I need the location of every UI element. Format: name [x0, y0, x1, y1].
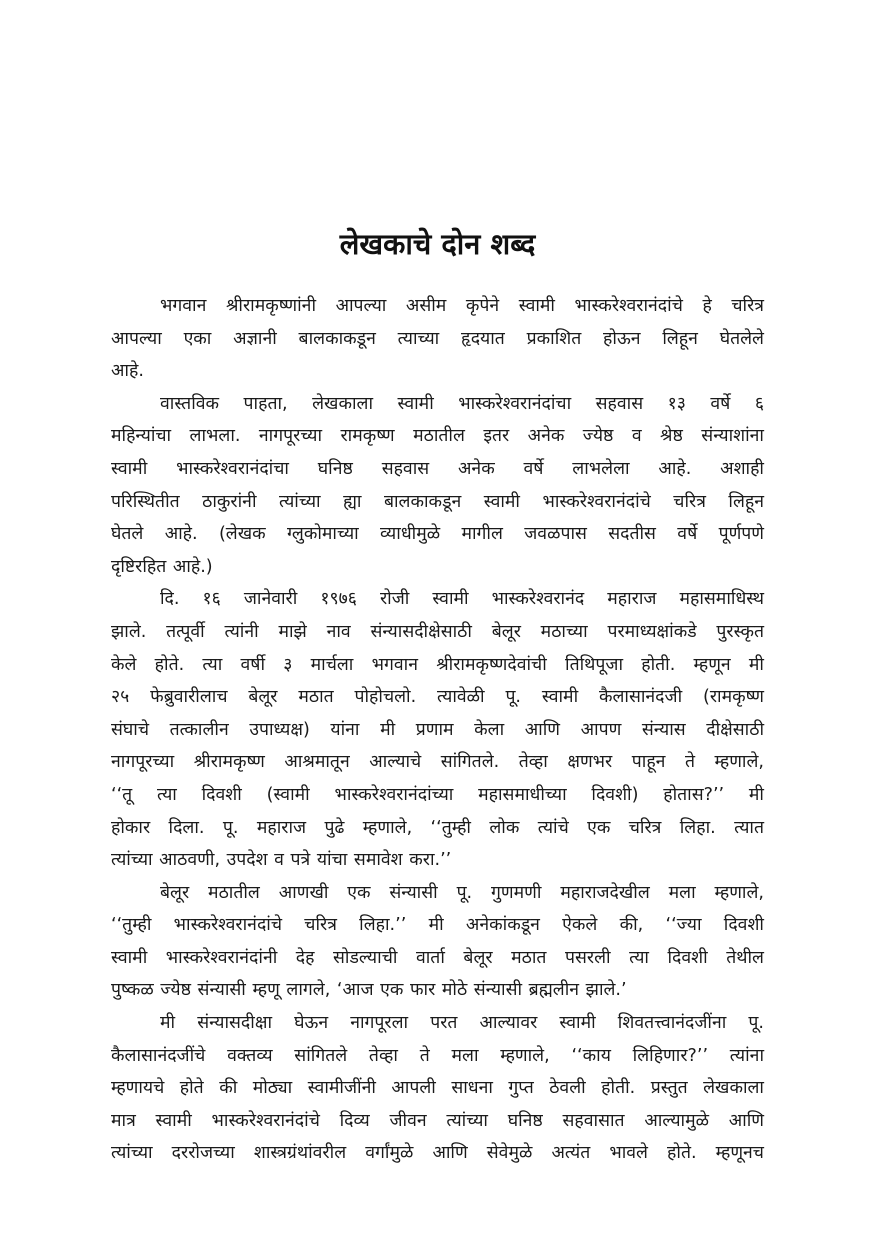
text-line: दि. १६ जानेवारी १९७६ रोजी स्वामी भास्करेश्वरानंद महाराज महासमाधिस्थ [160, 589, 764, 610]
text-line: कैलासानंदजींचे वक्तव्य सांगितले तेव्हा ते मला म्हणाले, ‘‘काय लिहिणार?’’ त्यांना [111, 1045, 764, 1066]
text-line: त्यांच्या आठवणी, उपदेश व पत्रे यांचा समावेश करा.’’ [111, 850, 452, 871]
page-content [111, 222, 764, 1170]
page-title: लेखकाचे दोन शब्द [339, 227, 536, 261]
text-line: केले होते. त्या वर्षी ३ मार्चला भगवान श्रीरामकृष्णदेवांची तिथिपूजा होती. म्हणून मी [111, 654, 764, 675]
paragraph [111, 1007, 764, 1170]
text-line: २५ फेब्रुवारीलाच बेलूर मठात पोहोचलो. त्यावेळी पू. स्वामी कैलासानंदजी (रामकृष्ण [111, 687, 764, 708]
text-line: घेतले आहे. (लेखक ग्लुकोमाच्या व्याधीमुळे मागील जवळपास सदतीस वर्षे पूर्णपणे [111, 524, 764, 545]
text-line: ‘‘तुम्ही भास्करेश्वरानंदांचे चरित्र लिहा.’’ मी अनेकांकडून ऐकले की, ‘‘ज्या दिवशी [111, 915, 764, 936]
text-line: आहे. [111, 361, 144, 382]
text-line: नागपूरच्या श्रीरामकृष्ण आश्रमातून आल्याचे सांगितले. तेव्हा क्षणभर पाहून ते म्हणाले, [111, 752, 764, 773]
text-line: वास्तविक पाहता, लेखकाला स्वामी भास्करेश्वरानंदांचा सहवास १३ वर्षे ६ [160, 393, 764, 414]
text-line: झाले. तत्पूर्वी त्यांनी माझे नाव संन्यासदीक्षेसाठी बेलूर मठाच्या परमाध्यक्षांकडे पुरस्कृत [111, 621, 764, 642]
paragraph [111, 388, 764, 584]
body-text [111, 290, 764, 1170]
text-line: बेलूर मठातील आणखी एक संन्यासी पू. गुणमणी महाराजदेखील मला म्हणाले, [160, 882, 764, 903]
text-line: आपल्या एका अज्ञानी बालकाकडून त्याच्या हृदयात प्रकाशित होऊन लिहून घेतलेले [111, 328, 764, 349]
text-line: त्यांच्या दररोजच्या शास्त्रग्रंथांवरील वर्गांमुळे आणि सेवेमुळे अत्यंत भावले होते. म्हणूनच [111, 1143, 764, 1164]
text-line: स्वामी भास्करेश्वरानंदांनी देह सोडल्याची वार्ता बेलूर मठात पसरली त्या दिवशी तेथील [111, 947, 764, 968]
text-line: परिस्थितीत ठाकुरांनी त्यांच्या ह्या बालकाकडून स्वामी भास्करेश्वरानंदांचे चरित्र लिहून [111, 491, 764, 512]
text-line: दृष्टिरहित आहे.) [111, 556, 213, 577]
text-line: महिन्यांचा लाभला. नागपूरच्या रामकृष्ण मठातील इतर अनेक ज्येष्ठ व श्रेष्ठ संन्याशांना [111, 426, 764, 447]
paragraph [111, 877, 764, 1007]
paragraph [111, 583, 764, 876]
text-line: म्हणायचे होते की मोठ्या स्वामीजींनी आपली साधना गुप्त ठेवली होती. प्रस्तुत लेखकाला [111, 1078, 764, 1099]
text-line: ‘‘तू त्या दिवशी (स्वामी भास्करेश्वरानंदांच्या महासमाधीच्या दिवशी) होतास?’’ मी [111, 784, 764, 805]
text-line: स्वामी भास्करेश्वरानंदांचा घनिष्ठ सहवास अनेक वर्षे लाभलेला आहे. अशाही [111, 458, 764, 479]
text-line: पुष्कळ ज्येष्ठ संन्यासी म्हणू लागले, ‘आज एक फार मोठे संन्यासी ब्रह्मलीन झाले.’ [111, 980, 627, 1001]
text-line: मात्र स्वामी भास्करेश्वरानंदांचे दिव्य जीवन त्यांच्या घनिष्ठ सहवासात आल्यामुळे आणि [111, 1110, 764, 1131]
text-line: मी संन्यासदीक्षा घेऊन नागपूरला परत आल्यावर स्वामी शिवतत्त्वानंदजींना पू. [160, 1013, 764, 1034]
text-line: भगवान श्रीरामकृष्णांनी आपल्या असीम कृपेने स्वामी भास्करेश्वरानंदांचे हे चरित्र [160, 296, 764, 316]
text-line: होकार दिला. पू. महाराज पुढे म्हणाले, ‘‘तुम्ही लोक त्यांचे एक चरित्र लिहा. त्यात [111, 817, 764, 838]
paragraph [111, 290, 764, 388]
text-line: संघाचे तत्कालीन उपाध्यक्ष) यांना मी प्रणाम केला आणि आपण संन्यास दीक्षेसाठी [111, 719, 764, 740]
